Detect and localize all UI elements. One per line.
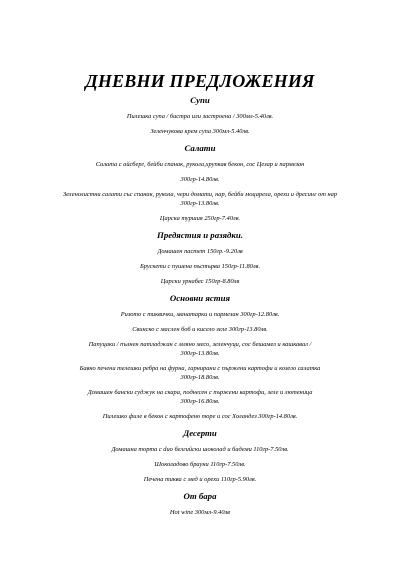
section-salads: [0, 142, 400, 223]
section-heading-salads: Салати: [184, 143, 216, 153]
section-heading-bar: От бара: [183, 491, 217, 501]
menu-item: Бавно печени телешки ребра на фурна, гарнирани с пържени картофи и козело салатка 300гр-18.80лв.: [79, 365, 321, 381]
menu-item: Шоколадово брауни 110гр-7.50лв.: [154, 461, 246, 468]
section-bar: [0, 490, 400, 517]
section-soups: [0, 94, 400, 136]
page-title: ДНЕВНИ ПРЕДЛОЖЕНИЯ: [85, 71, 315, 91]
section-heading-starters: Предястия и разядки.: [157, 230, 243, 240]
menu-item: Папуцаки / пълнен патладжан с мляно месо, зеленчуци, сос бешамел и кашкавал / 300гр-13.80лв.: [88, 341, 312, 357]
menu-item: Пилешко филе в бекон с картофено пюре и сос Холандез 300гр-14.80лв.: [102, 413, 298, 420]
menu-item: Печена тиква с мед и орехи 110гр-5.90лв.: [143, 476, 257, 483]
menu-item: Зеленолистни салати със спанак, рукола, чери домати, нар, бейби моцарела, орехи и дресинг от нар 300гр-13.80лв.: [62, 191, 338, 207]
menu-item: Пилешка супа / бистра или застроена / 300мл-5.40лв.: [126, 113, 274, 120]
menu-item: 300гр-14.80лв.: [180, 176, 220, 183]
section-starters: [0, 229, 400, 286]
menu-item: Hot wine 300мл-9.40лв: [169, 509, 231, 516]
menu-item: Зеленчукова крем супа 300мл-5.40лв.: [150, 128, 250, 135]
menu-item: Салата с айсберг, бейби спанак, рукола,хрупкав бекон, сос Цезар и пармезан: [95, 161, 305, 168]
menu-item: Свинско с маслен боб и кисело зеле 300гр-13.80лв.: [132, 326, 268, 333]
section-mains: [0, 292, 400, 421]
section-heading-mains: Основни ястия: [169, 293, 231, 303]
section-desserts: [0, 427, 400, 484]
menu-item: Царска туршия 250гр-7.40лв.: [159, 215, 241, 222]
menu-item: Домашен бански суджук на скара, поднесен с пържени картофи, зеле и лютеница 300гр-16.80лв.: [87, 389, 313, 405]
section-heading-desserts: Десерти: [183, 428, 217, 438]
section-heading-soups: Супи: [190, 95, 210, 105]
menu-item: Царски урнабес 150гр-8.80лв: [160, 278, 240, 285]
menu-item: Домашна торта с duo белгийски шоколад и бадеми 110гр-7.50лв.: [111, 446, 289, 453]
menu-item: Домашен пастет 150гр.-9.20лв: [157, 248, 243, 255]
menu-item: Ризото с тиквички, манатарки и пармезан 300гр-12.80лв.: [120, 311, 280, 318]
menu-item: Брускети с пушена пъстърва 150гр-11.80лв.: [139, 263, 261, 270]
